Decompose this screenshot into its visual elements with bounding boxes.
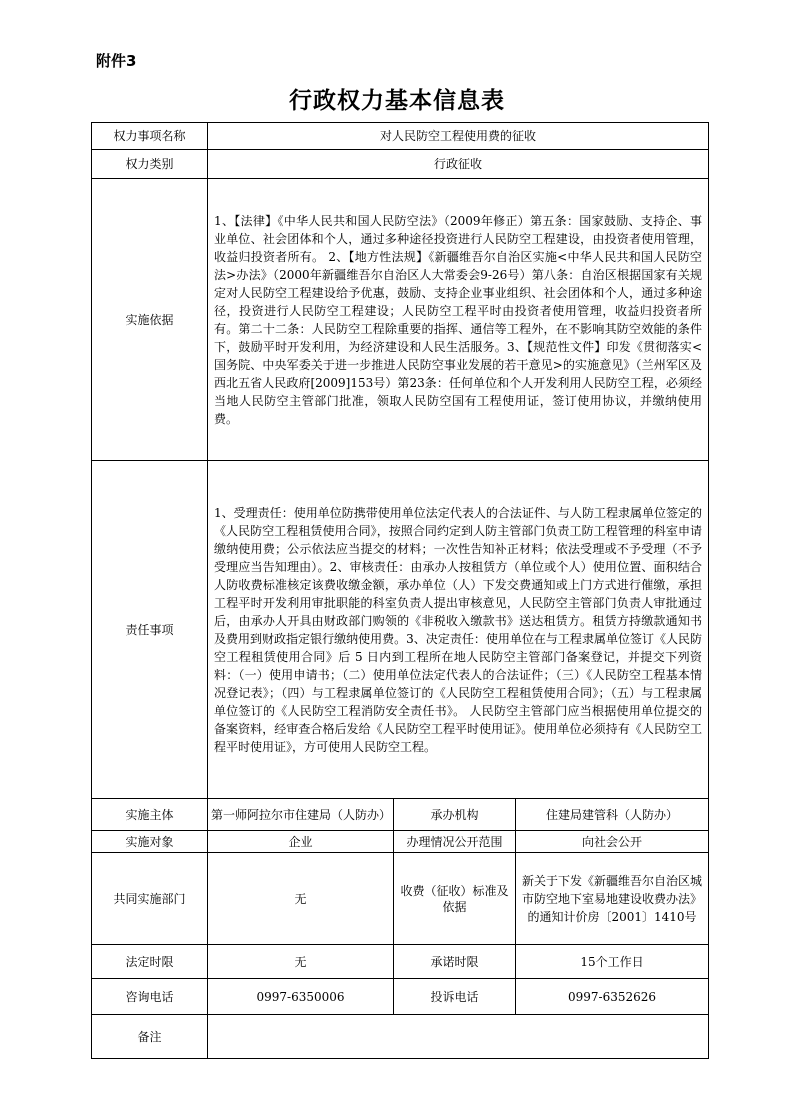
scope-label: 办理情况公开范围 (394, 831, 516, 853)
remark-label: 备注 (92, 1015, 208, 1059)
row-phone (92, 979, 709, 1015)
name-label: 权力事项名称 (92, 123, 208, 150)
row-basis (92, 179, 709, 461)
promise-value: 15个工作日 (516, 945, 709, 979)
page-title: 行政权力基本信息表 (289, 88, 505, 114)
handler-label: 承办机构 (394, 799, 516, 831)
info-table (91, 122, 709, 1059)
row-limit (92, 945, 709, 979)
remark-value (208, 1015, 709, 1059)
joint-value: 无 (208, 853, 394, 945)
row-subject (92, 799, 709, 831)
row-name (92, 123, 709, 150)
row-category (92, 150, 709, 179)
scope-value: 向社会公开 (516, 831, 709, 853)
category-value: 行政征收 (208, 150, 709, 179)
duty-label: 责任事项 (92, 461, 208, 799)
fee-value: 新关于下发《新疆维吾尔自治区城市防空地下室易地建设收费办法》的通知计价房〔2001〕1410号 (516, 853, 709, 945)
joint-label: 共同实施部门 (92, 853, 208, 945)
basis-value: 1、【法律】《中华人民共和国人民防空法》（2009年修正）第五条：国家鼓励、支持企、事业单位、社会团体和个人，通过多种途径投资进行人民防空工程建设，由投资者使用管理，收益归投资者所有。 2、【地方性法规】《新疆维吾尔自治区实施<中华人民共和国人民防空法>办法》（2000年新疆维吾尔自治区人大常委会9-26号）第八条：自治区根据国家有关规定对人民防空工程建设给予优惠，鼓励、支持企业事业组织、社会团体和个人，通过多种途径，投资进行人民防空工程建设；人民防空工程平时由投资者使用管理，收益归投资者所有。第二十二条：人民防空工程除重要的指挥、通信等工程外，在不影响其防空效能的条件下，鼓励平时开发利用，为经济建设和人民生活服务。3、【规范性文件】印发《贯彻落实<国务院、中央军委关于进一步推进人民防空事业发展的若干意见>的实施意见》（兰州军区及西北五省人民政府[2009]153号）第23条：任何单位和个人开发利用人民防空工程，必须经当地人民防空主管部门批准，领取人民防空国有工程使用证，签订使用协议，并缴纳使用费。 (208, 179, 709, 461)
fee-label: 收费（征收）标准及依据 (394, 853, 516, 945)
row-joint (92, 853, 709, 945)
row-duty (92, 461, 709, 799)
row-remark (92, 1015, 709, 1059)
target-label: 实施对象 (92, 831, 208, 853)
limit-label: 法定时限 (92, 945, 208, 979)
limit-value: 无 (208, 945, 394, 979)
promise-label: 承诺时限 (394, 945, 516, 979)
complaint-phone: 0997-6352626 (516, 979, 709, 1015)
consult-phone: 0997-6350006 (208, 979, 394, 1015)
target-value: 企业 (208, 831, 394, 853)
basis-label: 实施依据 (92, 179, 208, 461)
handler-value: 住建局建管科（人防办） (516, 799, 709, 831)
name-value: 对人民防空工程使用费的征收 (208, 123, 709, 150)
duty-value: 1、受理责任：使用单位防携带使用单位法定代表人的合法证件、与人防工程隶属单位签定的《人民防空工程租赁使用合同》，按照合同约定到人防主管部门负责工防工程管理的科室申请缴纳使用费；公示依法应当提交的材料；一次性告知补正材料；依法受理或不予受理（不予受理应当告知理由）。2、审核责任：由承办人按租赁方（单位或个人）使用位置、面积结合人防收费标准核定该费收缴金额，承办单位（人）下发交费通知或上门方式进行催缴，承担工程平时开发利用审批职能的科室负责人提出审核意见，人民防空主管部门负责人审批通过后，由承办人开具由财政部门购领的《非税收入缴款书》送达租赁方。租赁方持缴款通知书及费用到财政指定银行缴纳使用费。3、决定责任：使用单位在与工程隶属单位签订《人民防空工程租赁使用合同》后 5 日内到工程所在地人民防空主管部门备案登记，并提交下列资料：（一）使用申请书；（二）使用单位法定代表人的合法证件；（三）《人民防空工程基本情况登记表》；（四）与工程隶属单位签订的《人民防空工程租赁使用合同》；（五）与工程隶属单位签订的《人民防空工程消防安全责任书》。 人民防空主管部门应当根据使用单位提交的备案资料，经审查合格后发给《人民防空工程平时使用证》。使用单位必须持有《人民防空工程平时使用证》，方可使用人民防空工程。 (208, 461, 709, 799)
row-target (92, 831, 709, 853)
consult-label: 咨询电话 (92, 979, 208, 1015)
subject-value: 第一师阿拉尔市住建局（人防办） (208, 799, 394, 831)
complaint-label: 投诉电话 (394, 979, 516, 1015)
subject-label: 实施主体 (92, 799, 208, 831)
category-label: 权力类别 (92, 150, 208, 179)
attachment-label: 附件3 (96, 52, 137, 70)
